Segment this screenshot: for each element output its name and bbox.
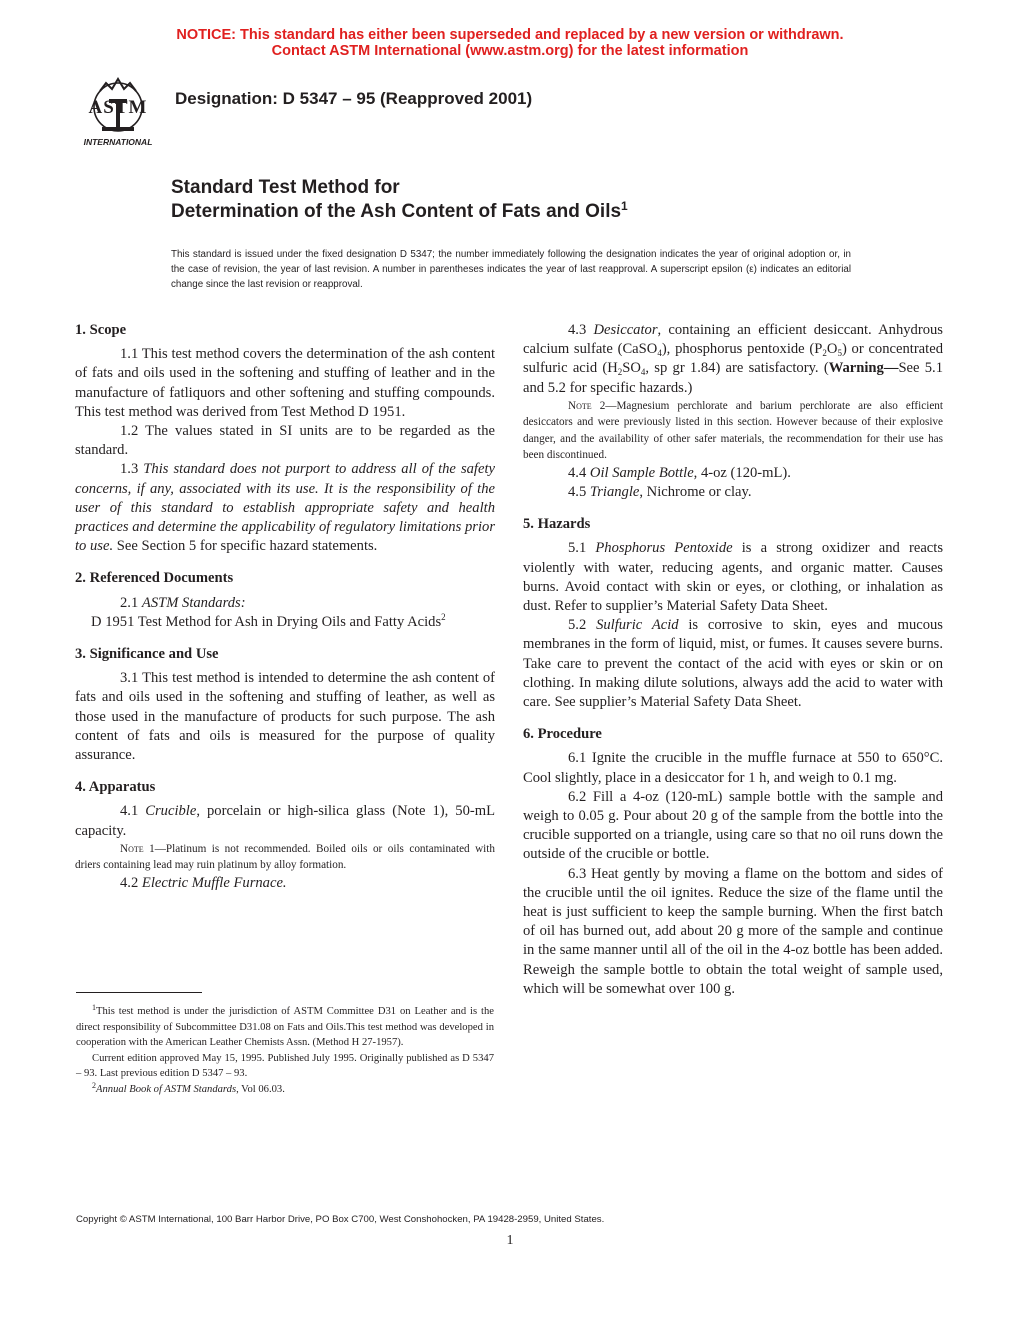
para-1-1: 1.1 This test method covers the determination of the ash content of fats and oils used in the softening and stuffing of leather and in the manufacture of fatliquors and other softening and stuffing compounds. This test method was derived from Test Method D 1951. — [75, 346, 495, 420]
footnote-1: $^1$This test method is under the jurisdiction of ASTM Committee D31 on Leather and is the direct responsibility of Subcommittee D31.08 on Fats and Oils.This test method was developed in cooperation with the American Leather Chemists Assn. (Method H 27-1957). — [76, 1003, 494, 1048]
title-footnote-mark: 1 — [621, 199, 628, 213]
section-6-heading: 6. Procedure — [523, 726, 602, 743]
para-3-1: 3.1 This test method is intended to determine the ash content of fats and oils used in the softening and stuffing of leather, as well as those used in the manufacture of products for such purpose. The ash content of fats and oils is measured for the purpose of quality assurance. — [75, 670, 495, 764]
para-4-3: 4.3 Desiccator, containing an efficient desiccant. Anhydrous calcium sulfate (CaSO$_4$), phosphorus pentoxide $(P_2O_5)$ or concentrated sulfuric acid ($H_2SO_4$, sp gr 1.84) are satisfactory. (Warning—See 5.1 and 5.2 for specific hazards.) — [523, 322, 943, 396]
para-2-1: 2.1 ASTM Standards: — [120, 594, 246, 611]
notice-line-2: Contact ASTM International (www.astm.org) for the latest information — [271, 43, 749, 59]
para-1-3: 1.3 This standard does not purport to address all of the safety concerns, if any, associated with its use. It is the responsibility of the user of this standard to establish appropriate safety and health practices and determine the applicability of regulatory limitations prior to use. See Section 5 for specific hazard statements. — [75, 461, 495, 555]
footnote-1-edition: Current edition approved May 15, 1995. Published July 1995. Originally published as D 5347 – 93. Last previous edition D 5347 – 93. — [76, 1052, 494, 1079]
para-6-1: 6.1 Ignite the crucible in the muffle furnace at 550 to 650°C. Cool slightly, place in a desiccator for 1 h, and weigh to 0.1 mg. — [523, 750, 943, 786]
title-line-1: Standard Test Method for — [171, 177, 400, 198]
copyright: Copyright © ASTM International, 100 Barr Harbor Drive, PO Box C700, West Conshohocken, PA 19428-2959, United States. — [76, 1214, 605, 1225]
notice-line-1: NOTICE: This standard has either been superseded and replaced by a new version or withdrawn. — [176, 27, 844, 43]
document-title — [171, 176, 628, 224]
right-column — [523, 321, 943, 999]
page-number: 1 — [506, 1233, 514, 1248]
footnotes — [76, 1004, 494, 1097]
footnote-2: $^2$Annual Book of ASTM Standards, Vol 06.03. — [92, 1080, 285, 1095]
astm-logo — [76, 73, 160, 149]
para-6-2: 6.2 Fill a 4-oz (120-mL) sample bottle with the sample and weigh to 0.05 g. Pour about 20 g of the sample from the bottle into the crucible supported on a triangle, using care so that no oil runs down the outside of the crucible or bottle. — [523, 788, 943, 863]
para-4-5: 4.5 Triangle, Nichrome or clay. — [568, 484, 752, 501]
note-1: Note 1—Platinum is not recommended. Boiled oils or oils contaminated with driers containing lead may ruin platinum by alloy formation. — [75, 842, 495, 872]
section-2-heading: 2. Referenced Documents — [75, 570, 234, 587]
withdrawal-notice — [0, 27, 1020, 59]
section-4-heading: 4. Apparatus — [75, 779, 156, 796]
section-1-heading: 1. Scope — [75, 322, 127, 338]
para-6-3: 6.3 Heat gently by moving a flame on the bottom and sides of the crucible until the oil ignites. Reduce the size of the flame until the heat is just sufficient to keep the sample burning. When the first batch of oil has burned out, add about 20 g more of the sample and continue in the same manner until all of the oil in the 4-oz bottle has been added. Reweigh the sample bottle to obtain the total weight of sample used, which will be somewhat over 100 g. — [523, 865, 943, 997]
para-4-2: 4.2 Electric Muffle Furnace. — [120, 874, 287, 891]
section-5-heading: 5. Hazards — [523, 516, 591, 533]
issued-note: This standard is issued under the fixed designation D 5347; the number immediately following the designation indicates the year of original adoption or, in the case of revision, the year of last revision. A number in parentheses indicates the year of last reapproval. A superscript epsilon (ε) indicates an editorial change since the last revision or reapproval. — [171, 249, 851, 290]
reference-d1951: D 1951 Test Method for Ash in Drying Oils and Fatty Acids$^2$ — [91, 611, 446, 630]
logo-text: ASTM — [88, 97, 148, 118]
section-3-heading: 3. Significance and Use — [75, 646, 219, 663]
logo-subtext: INTERNATIONAL — [83, 137, 153, 147]
para-5-2: 5.2 Sulfuric Acid is corrosive to skin, eyes and mucous membranes in the form of liquid, mist, or fumes. It causes severe burns. Take care to prevent the contact of the acid with eyes or skin or on clothing. In making dilute solutions, always add the acid to water with care. See supplier’s Material Safety Data Sheet. — [523, 617, 943, 711]
left-column — [75, 321, 495, 893]
designation: Designation: D 5347 – 95 (Reapproved 2001) — [175, 89, 533, 108]
title-main: Determination of the Ash Content of Fats and Oils — [171, 201, 622, 222]
title-line-2 — [171, 200, 628, 224]
note-2: Note 2—Magnesium perchlorate and barium perchlorate are also efficient desiccators and were previously listed in this section. However because of their explosive danger, and the availability of other safer materials, the recommendation for their use has been discontinued. — [523, 399, 943, 462]
para-4-1: 4.1 Crucible, porcelain or high-silica glass (Note 1), 50-mL capacity. — [75, 803, 495, 839]
para-5-1: 5.1 Phosphorus Pentoxide is a strong oxidizer and reacts violently with water, reducing agents, and organic matter. Causes burns. Avoid contact with skin or eyes, or clothing, or inhalation as dust. Refer to supplier’s Material Safety Data Sheet. — [523, 540, 944, 615]
para-4-4: 4.4 Oil Sample Bottle, 4-oz (120-mL). — [568, 464, 791, 481]
para-1-2: 1.2 The values stated in SI units are to be regarded as the standard. — [75, 423, 495, 459]
footnote-rule — [76, 992, 202, 993]
